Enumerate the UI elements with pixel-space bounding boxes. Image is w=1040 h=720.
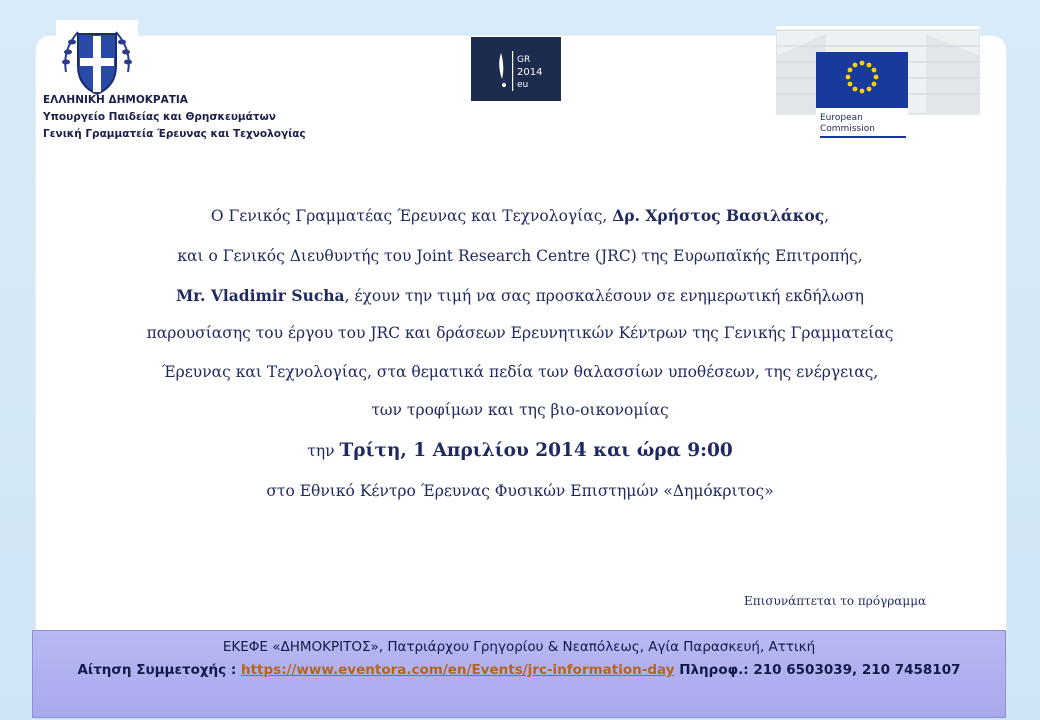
invitation-line-5: Έρευνας και Τεχνολογίας, στα θεματικά πεδία των θαλασσίων υποθέσεων, της ενέργειας, [161,363,879,381]
coat-of-arms-icon [56,20,138,102]
gr2014-presidency-icon [471,37,561,101]
ec-logo-line1: European [820,113,863,123]
cohost-name: Mr. Vladimir Sucha [176,286,345,305]
footer-banner [32,630,1006,718]
invitation-line-2: και ο Γενικός Διευθυντής του Joint Research Centre (JRC) της Ευρωπαϊκής Επιτροπής, [177,247,863,265]
registration-link[interactable]: https://www.eventora.com/en/Events/jrc-information-day [240,662,675,678]
invitation-line-6: των τροφίμων και της βιο-οικονομίας [371,401,669,419]
host-name: Δρ. Χρήστος Βασιλάκος [612,206,825,225]
gr-logo-text: GR [517,55,531,65]
registration-label: Αίτηση Συμμετοχής : [77,662,241,678]
host-title: Ο Γενικός Γραμματέας Έρευνας και Τεχνολογίας, [210,207,613,225]
org-country: ΕΛΛΗΝΙΚΗ ΔΗΜΟΚΡΑΤΙΑ [43,94,188,106]
date-prefix: την [307,442,340,460]
footer-registration [33,662,1005,678]
ec-building-icon [776,26,980,140]
contact-phones: Πληροφ.: 210 6503039, 210 7458107 [674,662,961,678]
ec-logo-line2: Commission [820,124,875,134]
host-comma: , [824,207,830,225]
greek-emblem [56,20,138,102]
event-date-line [60,440,980,461]
european-commission-logo [776,26,980,140]
event-datetime: Τρίτη, 1 Απριλίου 2014 και ώρα 9:00 [339,440,733,461]
gr-logo-eu: eu [517,80,529,90]
gr-logo-year: 2014 [517,67,543,78]
attachment-note: Επισυνάπτεται το πρόγραμμα [744,594,927,608]
invitation-phrase: , έχουν την τιμή να σας προσκαλέσουν σε ενημερωτική εκδήλωση [344,287,864,305]
org-secretariat: Γενική Γραμματεία Έρευνας και Τεχνολογίας [43,128,306,140]
invitation-line-4: παρουσίασης του έργου του JRC και δράσεων Ερευνητικών Κέντρων της Γενικής Γραμματείας [146,324,894,342]
eu-flag [816,52,908,108]
invitation-line-3 [60,286,980,305]
invitation-line-1 [60,206,980,225]
issuer-block [43,92,306,143]
event-venue: στο Εθνικό Κέντρο Έρευνας Φυσικών Επιστημών «Δημόκριτος» [266,482,774,500]
org-ministry: Υπουργείο Παιδείας και Θρησκευμάτων [43,111,276,123]
gr2014-logo [471,37,561,101]
footer-address: ΕΚΕΦΕ «ΔΗΜΟΚΡΙΤΟΣ», Πατριάρχου Γρηγορίου & Νεαπόλεως, Αγία Παρασκευή, Αττική [222,639,816,655]
